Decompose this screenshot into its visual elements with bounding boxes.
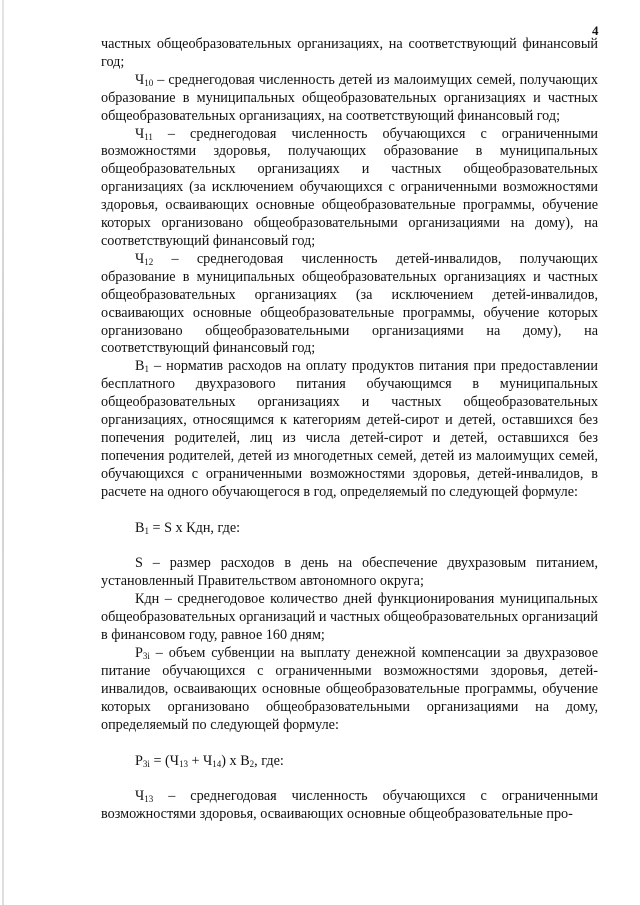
- formula-part: ) х В: [221, 752, 250, 769]
- paragraph-continuation: [101, 36, 598, 72]
- symbol: Ч: [135, 788, 145, 805]
- formula-symbol: В: [135, 519, 145, 536]
- spacer: [101, 770, 598, 788]
- symbol: Ч: [135, 71, 145, 88]
- formula-part: + Ч: [187, 752, 213, 769]
- symbol-subscript: 3i: [142, 651, 150, 661]
- definition-text: – среднегодовая численность детей из малоимущих семей, получающих образование в муниципальных общеобразовательных организациях и частных общеобразовательных организациях, на соответствующий финансовый год;: [101, 71, 598, 124]
- formula-subscript: 13: [178, 758, 188, 769]
- definition-text: S – размер расходов в день на обеспечение двухразовым питанием, установленный Правительством автономного округа;: [101, 555, 598, 590]
- page-number: 4: [592, 23, 599, 38]
- definition-kdn: [101, 591, 598, 645]
- definition-text: – объем субвенции на выплату денежной компенсации за двухразовое питание обучающихся с ограниченными возможностями здоровья, детей-инвалидов, осваивающих основные общеобразовательные программы, обучение которых организовано общеобразовательными организациями на дому, определяемый по следующей формуле:: [101, 645, 598, 733]
- definition-text: – среднегодовая численность детей-инвалидов, получающих образование в муниципальных общеобразовательных организациях и частных общеобразовательных организациях (за исключением детей-инвалидов, осваивающих основные общеобразовательные программы, обучение которых организовано общеобразовательными организациями на дому), на соответствующий финансовый год;: [101, 250, 598, 357]
- spacer: [101, 537, 598, 555]
- definition-ch12: [101, 251, 598, 358]
- symbol: Р: [135, 645, 143, 661]
- definition-ch10: [101, 72, 598, 126]
- symbol-subscript: 1: [144, 364, 149, 375]
- formula-subscript: 14: [212, 758, 222, 769]
- formula-p3i: [101, 753, 598, 771]
- symbol: Ч: [135, 250, 145, 267]
- symbol-subscript: 13: [144, 794, 154, 805]
- definition-text: Кдн – среднегодовое количество дней функционирования муниципальных общеобразовательных организаций и частных общеобразовательных организаций в финансовом году, равное 160 дням;: [101, 591, 598, 644]
- formula-subscript: 3i: [142, 758, 150, 769]
- symbol-subscript: 10: [144, 77, 154, 88]
- formula-part: Р: [135, 752, 143, 769]
- formula-v1: [101, 520, 598, 538]
- definition-ch13: [101, 788, 598, 824]
- definition-text: – среднегодовая численность обучающихся с ограниченными возможностями здоровья, осваивающих основные общеобразовательные про-: [101, 788, 598, 823]
- formula-subscript: 1: [144, 525, 149, 536]
- spacer: [101, 735, 598, 753]
- formula-part: , где:: [254, 752, 284, 769]
- formula-subscript: 2: [249, 758, 255, 769]
- scan-edge: [2, 0, 4, 905]
- definition-p3i: [101, 645, 598, 735]
- definition-v1: [101, 358, 598, 501]
- formula-part: = (Ч: [149, 752, 179, 769]
- symbol-subscript: 12: [144, 256, 154, 267]
- symbol: В: [135, 358, 145, 375]
- definition-text: – среднегодовая численность обучающихся с ограниченными возможностями здоровья, получающих образование в муниципальных общеобразовательных организациях и частных общеобразовательных организациях (за исключением обучающихся с ограниченными возможностями здоровья, осваивающих основные общеобразовательные программы, обучение которых организовано общеобразовательными организациями на дому), на соответствующий финансовый год;: [101, 125, 598, 249]
- spacer: [101, 502, 598, 520]
- definition-s: [101, 555, 598, 591]
- symbol: Ч: [135, 125, 145, 142]
- definition-ch11: [101, 126, 598, 251]
- symbol-subscript: 11: [144, 131, 153, 142]
- document-body: [101, 36, 598, 824]
- definition-text: – норматив расходов на оплату продуктов питания при предоставлении бесплатного двухразового питания обучающимся в муниципальных общеобразовательных организациях и частных общеобразовательных организациях, относящимся к категориям детей-сирот и детей, оставшихся без попечения родителей, лиц из числа детей-сирот и детей, оставшихся без попечения родителей, детей из многодетных семей, детей из малоимущих семей, обучающихся с ограниченными возможностями здоровья, детей-инвалидов, в расчете на одного обучающегося в год, определяемый по следующей формуле:: [101, 358, 598, 500]
- paragraph-text: частных общеобразовательных организациях, на соответствующий финансовый год;: [101, 36, 598, 70]
- formula-expression: = S x Кдн, где:: [148, 519, 241, 536]
